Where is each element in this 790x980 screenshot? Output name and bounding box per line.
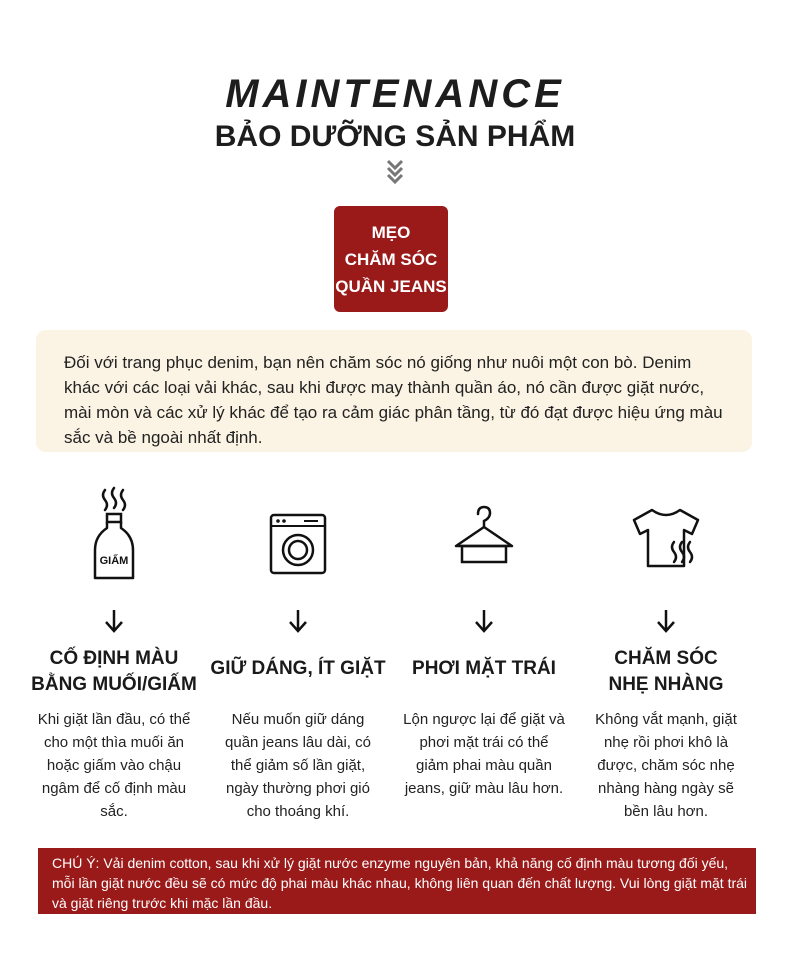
vinegar-bottle-icon — [79, 484, 149, 584]
intro-box — [36, 330, 752, 452]
tip-heading-line2: BẰNG MUỐI/GIẤM — [31, 674, 197, 695]
hanger-icon — [452, 504, 516, 570]
tip-description: Không vắt mạnh, giặt nhẹ rồi phơi khô là được, chăm sóc nhẹ nhàng hàng ngày sẽ bền lâu hơn. — [595, 711, 737, 820]
tip-box-line3: QUẦN JEANS — [335, 276, 447, 296]
vinegar-label: GIẤM — [99, 555, 129, 567]
tip-description: Nếu muốn giữ dáng quần jeans lâu dài, có thể giảm số lần giặt, ngày thường phơi gió cho thoáng khí. — [225, 711, 371, 820]
title-en: MAINTENANCE — [225, 72, 565, 116]
tip-description: Khi giặt lần đầu, có thể cho một thìa muối ăn hoặc giấm vào chậu ngâm để cố định màu sắc. — [37, 711, 191, 820]
tip-heading — [394, 656, 574, 682]
tip-heading-line1: GIỮ DÁNG, ÍT GIẶT — [210, 658, 386, 679]
tip-heading — [24, 646, 204, 698]
intro-text: Đối với trang phục denim, bạn nên chăm sóc nó giống như nuôi một con bò. Denim khác với các loại vải khác, sau khi được may thành quần áo, nó cần được giặt nước, mài mòn và các xử lý khác để tạo ra cảm giác phân tầng, từ đó đạt được hiệu ứng màu sắc và bề ngoài nhất định. — [64, 353, 723, 447]
title-vn: BẢO DƯỠNG SẢN PHẨM — [214, 120, 576, 153]
tip-box-line2: CHĂM SÓC — [344, 249, 438, 269]
tip-heading-line2: NHẸ NHÀNG — [608, 674, 724, 695]
tip-heading-line1: CHĂM SÓC — [614, 648, 718, 669]
tshirt-steam-icon — [630, 506, 702, 574]
tip-heading-line1: CỐ ĐỊNH MÀU — [49, 648, 179, 669]
tip-heading — [576, 646, 756, 698]
tip-box-line1: MẸO — [371, 222, 411, 242]
tip-box — [334, 206, 448, 312]
arrow-down-icon — [473, 608, 495, 634]
note-banner — [38, 848, 756, 914]
tip-description: Lộn ngược lại để giặt và phơi mặt trái có thể giảm phai màu quần jeans, giữ màu lâu hơn. — [403, 711, 565, 797]
arrow-down-icon — [103, 608, 125, 634]
arrow-down-icon — [287, 608, 309, 634]
double-chevron-down-icon — [385, 158, 405, 184]
washing-machine-icon — [268, 512, 328, 576]
tip-heading-line1: PHƠI MẶT TRÁI — [412, 658, 556, 679]
arrow-down-icon — [655, 608, 677, 634]
note-text: CHÚ Ý: Vải denim cotton, sau khi xử lý giặt nước enzyme nguyên bản, khả năng cố định màu tương đối yếu, mỗi lần giặt nước đều sẽ có mức độ phai màu khác nhau, không liên quan đến chất lượng. Vui lòng giặt mặt trái và giặt riêng trước khi mặc lần đầu. — [52, 855, 748, 911]
tip-heading — [208, 656, 388, 682]
